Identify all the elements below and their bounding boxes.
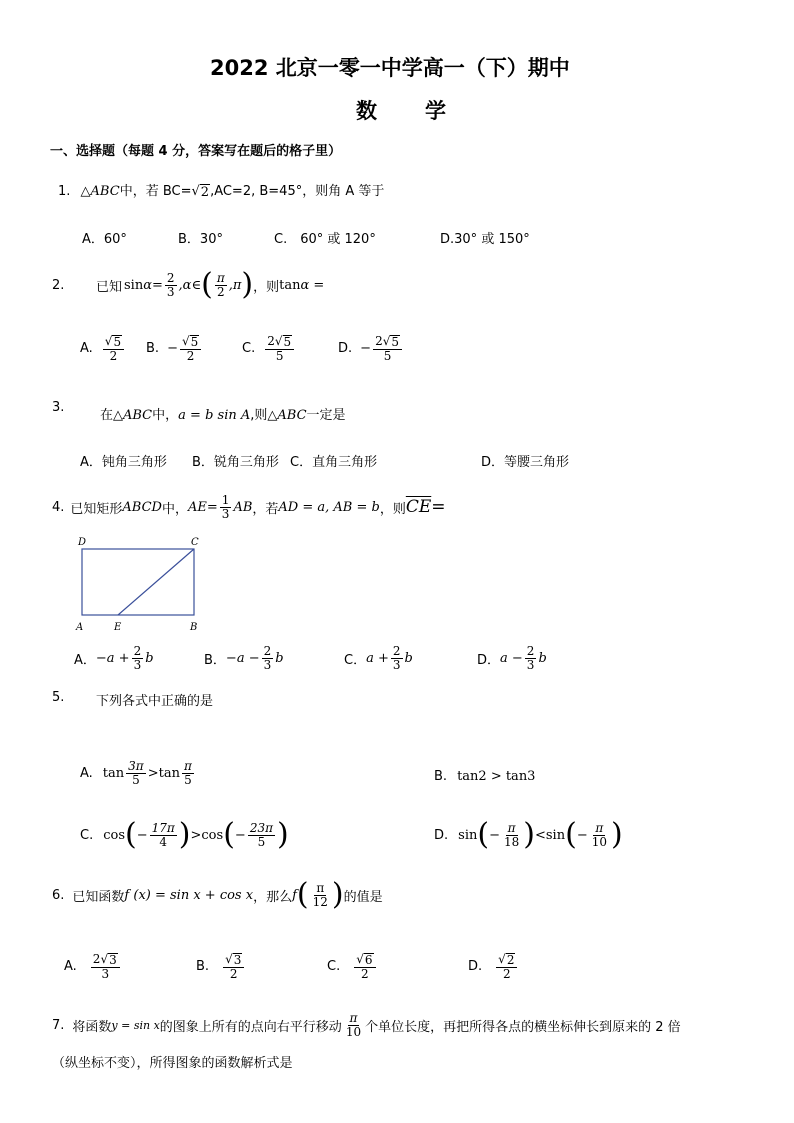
q4-eq: =	[206, 499, 218, 515]
q4-opt-b-b: b	[275, 650, 284, 666]
q5-opt-c-minus2: −	[234, 827, 246, 843]
page-title: 2022 北京一零一中学高一（下）期中	[210, 56, 570, 80]
q5-opt-a-frac2: $\frac{\pi}{5}$	[183, 759, 192, 787]
label-a: A	[76, 622, 84, 633]
q4-opt-b-label: B．	[204, 652, 226, 668]
q7-frac-pi-10: $\frac{\pi}{10}$	[345, 1011, 362, 1039]
q4-option-a	[74, 645, 154, 671]
q3-number: 3.	[52, 400, 65, 415]
q5-opt-c-lp2: (	[223, 817, 235, 852]
q5-opt-a-frac1: $\frac{3\pi}{5}$	[128, 759, 144, 787]
q5-opt-d-frac2: $\frac{\pi}{10}$	[591, 820, 607, 849]
q6-frac-pi-12: $\frac{\pi}{12}$	[312, 880, 328, 909]
q1-abc: ABC	[90, 184, 120, 199]
q5-opt-c-minus1: −	[136, 827, 148, 843]
q2-opt-d-minus: −	[360, 341, 372, 357]
q2-option-a	[80, 335, 126, 362]
q6-opt-c-label: C.	[327, 959, 341, 975]
q2-frac-pi-2: $\frac{\pi}{2}$	[216, 270, 225, 299]
q5-number: 5.	[52, 690, 65, 705]
q6-opt-d-label: D.	[468, 959, 483, 975]
q6-rp: )	[331, 877, 344, 912]
q6-opt-c-frac: √ 6 2	[354, 953, 375, 980]
q5-opt-d-rp1: )	[523, 817, 535, 852]
q4-opt-c-label: C．	[344, 652, 367, 668]
question-3	[100, 404, 346, 423]
q2-opt-c-label: C.	[242, 341, 256, 357]
q2-then: ，则	[253, 279, 280, 295]
q2-sin: sin	[124, 277, 144, 293]
label-d: D	[78, 537, 87, 548]
q5-opt-c-cos1: cos	[103, 827, 125, 843]
q5-opt-d-lt: <	[534, 827, 546, 843]
question-2	[52, 267, 325, 302]
q2-tan: tan	[279, 277, 301, 293]
q4-vec-def: AD = a, AB = b	[278, 499, 380, 515]
subject-title: 数 学	[356, 99, 448, 123]
q5-opt-d-frac1: $\frac{\pi}{18}$	[503, 820, 520, 849]
q5-opt-d-lp2: (	[565, 817, 577, 852]
q6-text-a: 已知函数	[72, 889, 125, 905]
q5-opt-a-gt: >	[147, 765, 159, 781]
q2-opt-d-label: D.	[338, 341, 353, 357]
q1-sqrt: √ 2	[191, 184, 210, 200]
q5-opt-d-minus1: −	[489, 827, 500, 843]
q4-ab: AB	[233, 499, 253, 515]
q2-rparen: )	[241, 267, 254, 302]
q6-opt-d-frac: √ 2 2	[496, 953, 517, 980]
q4-abcd: ABCD	[122, 499, 162, 515]
q1-triangle: △	[80, 184, 91, 199]
rectangle-figure	[70, 535, 210, 635]
q4-option-d	[477, 645, 547, 671]
q4-text-c: ，若	[252, 501, 279, 517]
q4-option-b	[204, 645, 284, 671]
q2-lead: 已知	[96, 279, 123, 295]
q5-opt-d-sin1: sin	[458, 827, 478, 843]
q4-text-a: 已知矩形	[70, 501, 123, 517]
label-b: B	[190, 622, 198, 633]
q6-option-c	[327, 953, 378, 980]
section-heading: 一、选择题（每题 4 分，答案写在题后的格子里）	[50, 144, 342, 159]
rectangle-abcd	[82, 549, 194, 615]
q4-text-b: 中，	[161, 501, 188, 517]
q2-comma-pi: ,π	[228, 277, 242, 293]
q3-option-c: C．直角三角形	[290, 455, 378, 470]
label-c: C	[191, 537, 199, 548]
q2-tail: α =	[300, 277, 325, 293]
q2-comma-alpha: ,α∈	[178, 277, 202, 293]
q7-text-c: 个单位长度，再把所得各点的横坐标伸长到原来的 2 倍	[365, 1019, 681, 1035]
q3-option-b: B．锐角三角形	[192, 455, 279, 470]
q2-lparen: (	[201, 267, 213, 302]
q4-opt-b-expr: −a −	[225, 650, 260, 666]
q6-option-b	[196, 953, 246, 980]
q1-option-d: D.30° 或 150°	[440, 232, 530, 247]
q5-opt-d-sin2: sin	[545, 827, 566, 843]
q1-text-b: ,AC=2, B=45°，则角 A 等于	[210, 184, 385, 199]
q6-opt-b-label: B.	[196, 959, 210, 975]
q6-opt-b-frac: √ 3 2	[223, 953, 244, 980]
q5-option-b	[434, 769, 535, 784]
q2-eq: =	[152, 277, 163, 293]
q4-opt-d-expr: a −	[500, 650, 523, 666]
q6-opt-a-label: A.	[64, 959, 77, 975]
q2-option-b	[146, 335, 203, 362]
q6-opt-a-frac: 2 √ 3 3	[91, 953, 120, 980]
q3-option-a: A．钝角三角形	[80, 455, 167, 470]
q4-frac-1-3: $\frac{1}{3}$	[221, 493, 230, 521]
q4-opt-d-b: b	[538, 650, 547, 666]
q5-option-c	[80, 817, 289, 852]
q1-option-a: A．60°	[82, 232, 127, 247]
q5-text: 下列各式中正确的是	[96, 694, 214, 709]
q4-opt-d-frac: $\frac{2}{3}$	[526, 644, 535, 672]
q5-opt-c-frac1: $\frac{17\pi}{4}$	[151, 820, 175, 849]
q5-opt-d-lp1: (	[477, 817, 490, 852]
q2-opt-a-label: A.	[80, 341, 93, 357]
q1-number: 1.	[58, 184, 71, 199]
q6-text-c: 的值是	[343, 889, 383, 905]
q5-opt-c-rp2: )	[276, 817, 289, 852]
q2-opt-c-frac: 2 √ 5 5	[265, 335, 294, 362]
q5-opt-c-cos2: cos	[201, 827, 224, 843]
q4-opt-d-label: D．	[477, 652, 501, 668]
q6-text-b: ，那么	[253, 889, 293, 905]
q3-abc2: ABC	[277, 408, 307, 423]
q4-opt-a-expr: −a +	[95, 650, 130, 666]
q1-option-c: C. 60° 或 120°	[274, 232, 376, 247]
q5-opt-a-tan2: tan	[158, 765, 180, 781]
question-4	[52, 494, 446, 520]
q3-option-d: D．等腰三角形	[481, 455, 570, 470]
q3-text-d: 一定是	[306, 408, 346, 423]
q1-text-a: 中，若 BC=	[119, 184, 192, 199]
q4-opt-b-frac: $\frac{2}{3}$	[263, 644, 272, 672]
q3-abc: ABC	[123, 408, 153, 423]
q4-option-c	[344, 645, 413, 671]
question-1	[58, 180, 384, 200]
q5-opt-b-label: B.	[434, 769, 448, 784]
q5-opt-a-label: A.	[80, 765, 93, 781]
label-e: E	[114, 622, 122, 633]
q3-text-b: 中，	[152, 408, 179, 423]
q6-option-a	[64, 953, 122, 980]
q6-lp: (	[296, 877, 309, 912]
q4-opt-a-label: A．	[74, 652, 96, 668]
q4-opt-a-b: b	[145, 650, 154, 666]
q3-text-c: ,则△	[250, 408, 278, 423]
q5-opt-b-expr: tan2 > tan3	[457, 769, 536, 784]
q4-opt-c-frac: $\frac{2}{3}$	[392, 644, 401, 672]
q2-opt-b-minus: −	[167, 341, 178, 357]
q6-fx: f (x) = sin x + cos x	[124, 887, 254, 903]
q7-text-b: 的图象上所有的点向右平行移动	[159, 1019, 342, 1035]
q5-opt-d-rp2: )	[611, 817, 623, 852]
q2-option-d	[338, 335, 404, 362]
q4-text-d: ，则	[379, 501, 406, 517]
q4-opt-c-expr: a +	[366, 650, 389, 666]
q4-ae: AE	[188, 499, 207, 515]
q2-opt-b-label: B.	[146, 341, 160, 357]
q5-opt-d-label: D.	[434, 827, 449, 843]
q4-opt-a-frac: $\frac{2}{3}$	[133, 644, 142, 672]
q5-opt-c-gt: >	[190, 827, 202, 843]
q5-opt-c-frac2: $\frac{23\pi}{5}$	[249, 820, 273, 849]
q4-ce-vector: $\overline{CE}$	[405, 497, 432, 518]
q3-text-a: 在△	[100, 408, 123, 423]
q1-option-b: B．30°	[178, 232, 223, 247]
q2-opt-a-frac: √ 5 2	[103, 335, 124, 362]
q7-number: 7.	[52, 1017, 65, 1033]
question-7	[52, 1012, 681, 1038]
q6-number: 6.	[52, 887, 65, 903]
q4-opt-c-b: b	[404, 650, 413, 666]
q2-opt-d-frac: 2 √ 5 5	[373, 335, 402, 362]
q5-opt-c-label: C.	[80, 827, 94, 843]
q5-option-d	[434, 817, 623, 852]
q2-alpha: α	[143, 277, 152, 293]
q5-option-a	[80, 760, 196, 786]
q4-tail: =	[431, 497, 446, 518]
q6-f: f	[292, 887, 297, 903]
q2-frac-2-3: $\frac{2}{3}$	[166, 270, 175, 299]
q5-opt-a-tan1: tan	[102, 765, 125, 781]
q7-text-a: 将函数	[72, 1019, 112, 1035]
q2-opt-b-frac: √ 5 2	[180, 335, 201, 362]
q5-opt-d-minus2: −	[576, 827, 588, 843]
q2-option-c	[242, 335, 296, 362]
q3-eq: a = b sin A	[178, 408, 251, 423]
q6-option-d	[468, 953, 519, 980]
question-6	[52, 877, 383, 912]
q5-opt-c-lp1: (	[125, 817, 137, 852]
q2-number: 2.	[52, 277, 65, 293]
q4-number: 4.	[52, 499, 65, 515]
segment-ce	[118, 549, 194, 615]
q7-line-2: （纵坐标不变），所得图象的函数解析式是	[52, 1056, 293, 1071]
q5-opt-c-rp1: )	[178, 817, 191, 852]
q7-y: y = sin x	[111, 1018, 160, 1032]
